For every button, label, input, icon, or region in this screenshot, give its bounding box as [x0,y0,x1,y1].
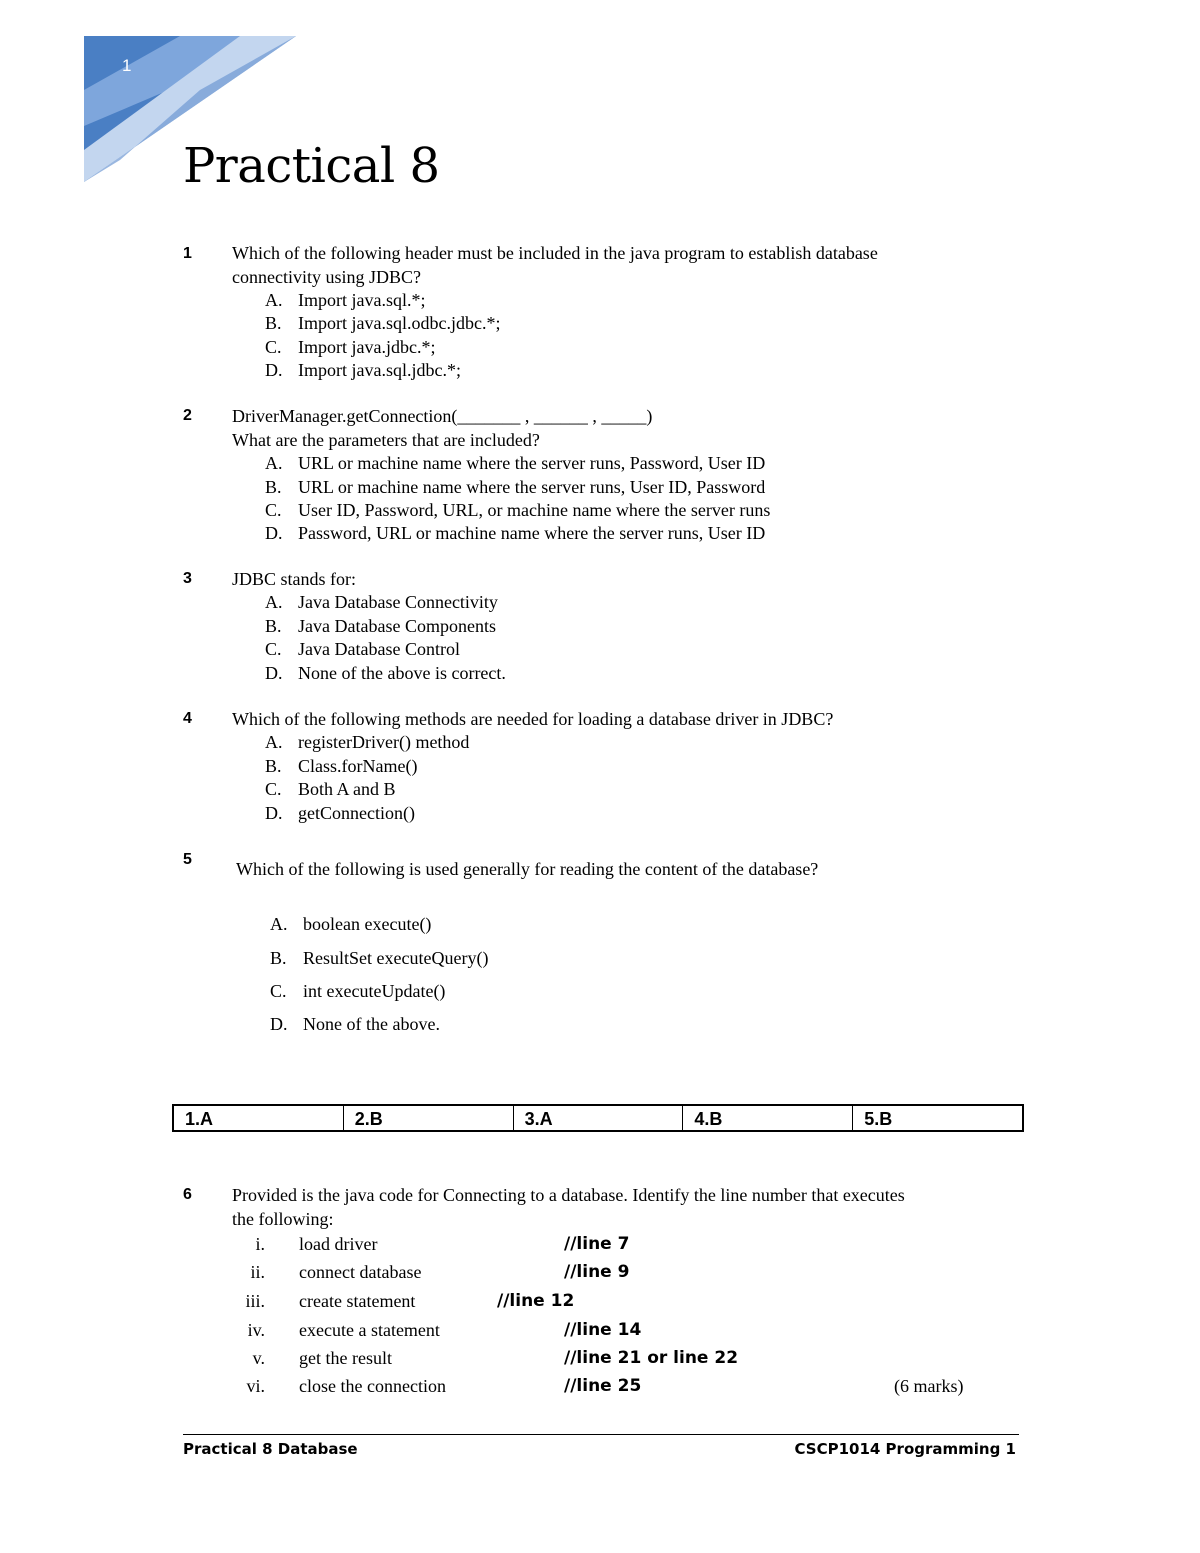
question-number: 4 [183,710,192,727]
option-d [270,1013,970,1037]
option-d [265,522,965,546]
option-text: None of the above. [303,1014,440,1034]
question-number: 6 [183,1186,192,1203]
option-text: int executeUpdate() [303,981,446,1001]
sub-item-label: execute a statement [299,1320,440,1340]
option-c [265,778,965,802]
sub-item-answer: //line 7 [564,1234,630,1254]
option-b [265,476,965,500]
option-text: User ID, Password, URL, or machine name where the server runs [298,500,771,520]
option-b [265,312,965,336]
footer-right-text: CSCP1014 Programming 1 [794,1440,1016,1458]
option-letter: A. [265,290,283,310]
answer-cell: 2.B [344,1106,514,1130]
footer-divider [183,1434,1019,1435]
option-text: ResultSet executeQuery() [303,948,489,968]
option-b [265,755,965,779]
question-text [232,708,1032,732]
question-line: connectivity using JDBC? [232,266,421,287]
option-letter: C. [265,779,282,799]
sub-item-label: create statement [299,1291,416,1311]
option-letter: B. [265,756,282,776]
question-number: 2 [183,407,192,424]
option-letter: A. [265,453,283,473]
question-number: 3 [183,570,192,587]
sub-item-answer: //line 14 [564,1320,642,1340]
option-a [265,731,965,755]
question-line: Which of the following header must be included in the java program to establish database [232,243,878,263]
option-text: Import java.sql.*; [298,290,426,310]
option-c [265,638,965,662]
option-text: Both A and B [298,779,396,799]
question-line: the following: [232,1208,334,1229]
option-letter: D. [265,360,283,380]
option-text: getConnection() [298,803,415,823]
answer-cell: 3.A [514,1106,684,1130]
option-c [265,499,965,523]
option-text: Password, URL or machine name where the server runs, User ID [298,523,766,543]
option-text: Import java.sql.odbc.jdbc.*; [298,313,501,333]
sub-item-label: load driver [299,1234,378,1254]
option-text: Java Database Control [298,639,460,659]
option-text: boolean execute() [303,914,432,934]
question-line: What are the parameters that are included? [232,429,540,450]
question-text [232,1184,1032,1231]
sub-item-label: close the connection [299,1376,446,1396]
option-a [265,289,965,313]
option-text: Java Database Components [298,616,496,636]
question-text [232,568,1032,592]
option-a [270,913,970,937]
sub-item-label: get the result [299,1348,392,1368]
sub-item-answer: //line 9 [564,1262,630,1282]
option-letter: D. [265,523,283,543]
question-line: Provided is the java code for Connecting to a database. Identify the line number that executes [232,1185,905,1205]
answer-cell: 5.B [864,1109,893,1129]
option-text: Import java.sql.jdbc.*; [298,360,461,380]
option-letter: C. [265,639,282,659]
question-text [232,405,1032,452]
question-text [236,858,1036,882]
page-number: 1 [122,56,132,75]
roman-numeral: iv. [247,1320,265,1340]
question-number: 5 [183,851,192,868]
option-c [270,980,970,1004]
option-letter: D. [265,663,283,683]
answer-cell: 4.B [683,1106,853,1130]
answer-table [172,1104,1024,1132]
sub-item-label: connect database [299,1262,422,1282]
option-d [265,359,965,383]
option-letter: C. [265,337,282,357]
sub-item-answer: //line 21 or line 22 [564,1348,739,1368]
answer-cell: 1.A [174,1106,344,1130]
option-letter: C. [265,500,282,520]
option-d [265,662,965,686]
option-letter: D. [270,1014,288,1034]
roman-numeral: iii. [245,1291,265,1311]
option-text: registerDriver() method [298,732,470,752]
option-b [265,615,965,639]
marks-label: (6 marks) [894,1376,964,1396]
roman-numeral: i. [255,1234,265,1254]
question-line: Which of the following methods are needed for loading a database driver in JDBC? [232,709,834,729]
roman-numeral: ii. [250,1262,265,1282]
option-letter: A. [265,732,283,752]
sub-item-answer: //line 25 [564,1376,642,1396]
option-letter: B. [265,616,282,636]
question-line: JDBC stands for: [232,569,357,589]
question-line: Which of the following is used generally for reading the content of the database? [236,859,819,879]
option-letter: D. [265,803,283,823]
roman-numeral: v. [252,1348,265,1368]
option-letter: B. [270,948,287,968]
roman-numeral: vi. [246,1376,265,1396]
option-d [265,802,965,826]
option-c [265,336,965,360]
option-text: URL or machine name where the server runs, User ID, Password [298,477,766,497]
option-b [270,947,970,971]
option-text: Java Database Connectivity [298,592,498,612]
option-text: URL or machine name where the server runs, Password, User ID [298,453,766,473]
page-title: Practical 8 [183,138,440,194]
option-letter: C. [270,981,287,1001]
option-letter: A. [265,592,283,612]
sub-item-answer: //line 12 [497,1291,575,1311]
option-text: Class.forName() [298,756,418,776]
question-text [232,242,1032,289]
option-letter: B. [265,313,282,333]
option-text: Import java.jdbc.*; [298,337,436,357]
question-line: DriverManager.getConnection(_______ , ______ , _____) [232,406,653,426]
question-number: 1 [183,245,192,262]
option-a [265,452,965,476]
option-a [265,591,965,615]
option-letter: B. [265,477,282,497]
option-letter: A. [270,914,288,934]
footer-left-text: Practical 8 Database [183,1440,358,1458]
option-text: None of the above is correct. [298,663,506,683]
